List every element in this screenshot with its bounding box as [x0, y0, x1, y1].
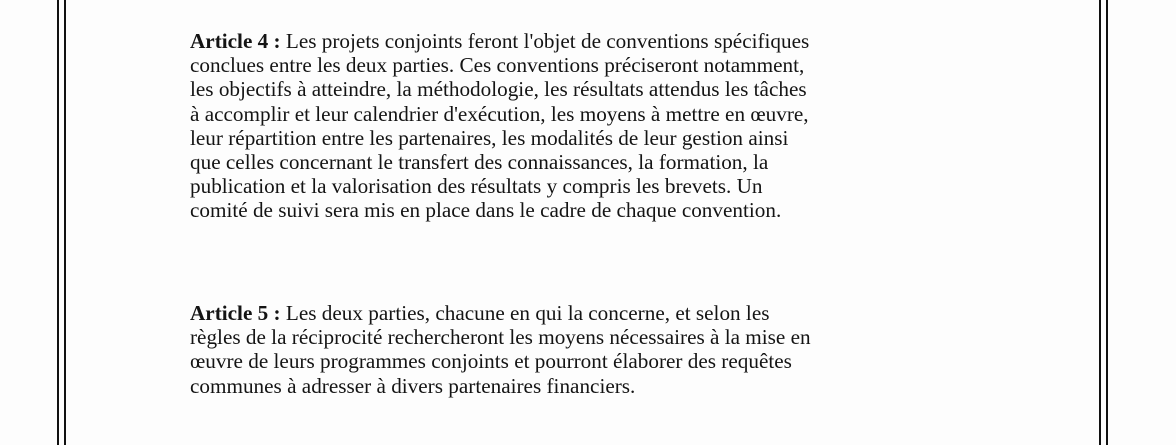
page-border-left: [57, 0, 66, 445]
article-4-line-5: leur répartition entre les partenaires, les modalités de leur gestion ainsi: [190, 125, 789, 150]
article-5-line-4: communes à adresser à divers partenaires financiers.: [190, 373, 636, 398]
article-5-text: Les deux parties, chacune en qui la concerne, et selon les: [280, 301, 770, 325]
article-5-line-1: [190, 301, 990, 325]
article-5-line-3: œuvre de leurs programmes conjoints et pourront élaborer des requêtes: [190, 349, 792, 374]
article-4-line-7: publication et la valorisation des résultats y compris les brevets. Un: [190, 174, 763, 199]
article-4-heading: Article 4 :: [190, 29, 281, 53]
article-4-line-1: [190, 29, 990, 53]
article-4-line-3: les objectifs à atteindre, la méthodologie, les résultats attendus les tâches: [190, 77, 807, 102]
article-4-line-4: à accomplir et leur calendrier d'exécution, les moyens à mettre en œuvre,: [190, 101, 809, 126]
article-5-heading: Article 5 :: [190, 301, 281, 325]
article-4-line-6: que celles concernant le transfert des connaissances, la formation, la: [190, 150, 769, 175]
article-5: [190, 301, 990, 398]
article-4-line-8: comité de suivi sera mis en place dans le cadre de chaque convention.: [190, 198, 782, 223]
article-4: [190, 29, 990, 223]
article-5-line-2: règles de la réciprocité rechercheront les moyens nécessaires à la mise en: [190, 325, 811, 350]
page-border-right: [1099, 0, 1108, 445]
article-4-text: Les projets conjoints feront l'objet de conventions spécifiques: [280, 29, 810, 53]
article-4-line-2: conclues entre les deux parties. Ces conventions préciseront notamment,: [190, 53, 805, 78]
